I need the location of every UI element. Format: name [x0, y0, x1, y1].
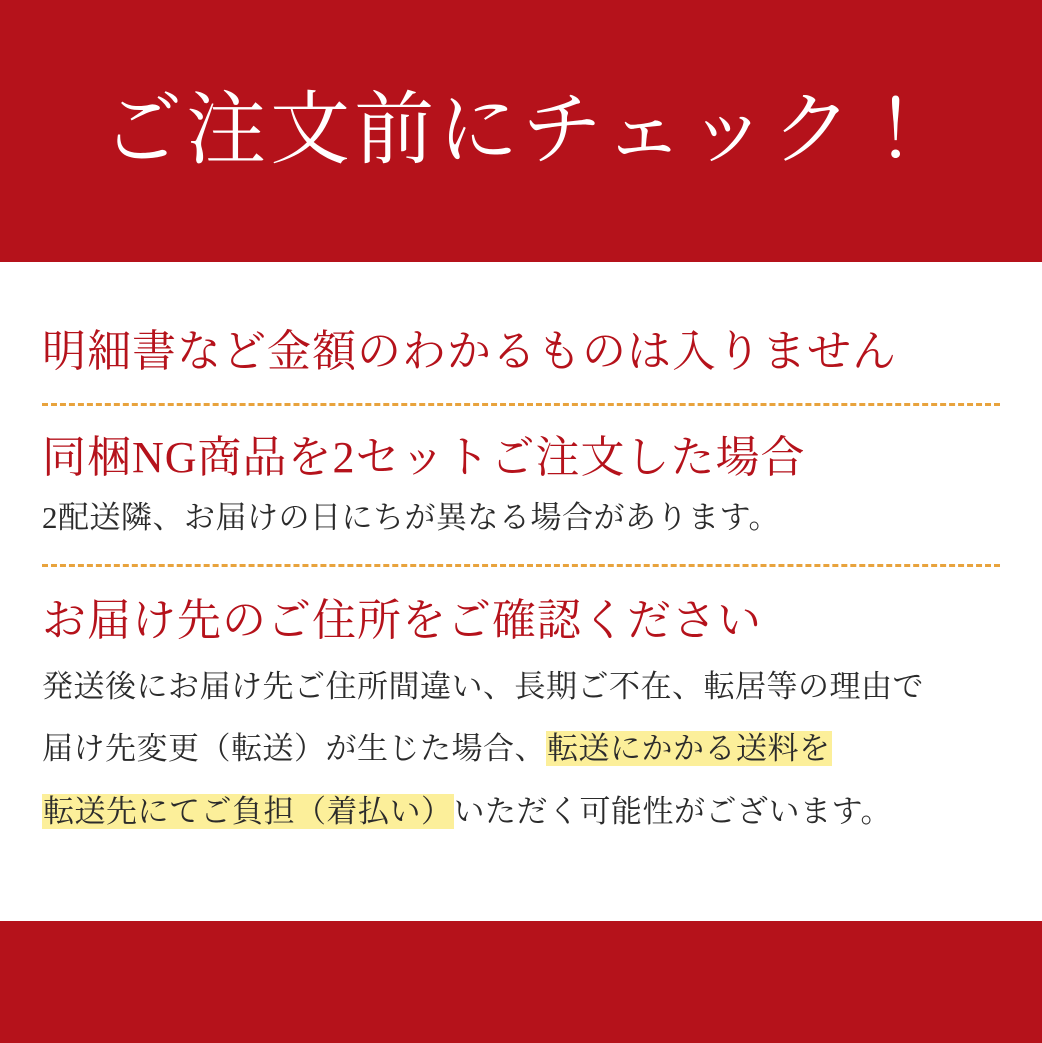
notice-highlight-1: 転送にかかる送料を — [547, 731, 831, 766]
page-title: ご注文前にチェック！ — [102, 87, 940, 175]
notice-headline-3: お届け先のご住所をご確認ください — [42, 595, 762, 645]
notice-headline-1: 明細書など金額のわかるものは入りません — [42, 327, 897, 376]
notice-section-1 — [42, 262, 1000, 403]
notice-subline-3-2-text: 届け先変更（転送）が生じた場合、 — [42, 731, 546, 766]
notice-section-3 — [42, 567, 1000, 836]
notice-body — [0, 262, 1042, 921]
notice-subline-3-2 — [42, 726, 1000, 773]
header-band — [0, 0, 1042, 262]
notice-subline-3-1-text: 発送後にお届け先ご住所間違い、長期ご不在、転居等の理由で — [42, 668, 924, 704]
notice-highlight-2: 転送先にてご負担（着払い） — [43, 793, 453, 829]
notice-headline-2: 同梱NG商品を2セットご注文した場合 — [42, 433, 806, 482]
notice-section-2 — [42, 406, 1000, 564]
footer-band — [0, 921, 1042, 1043]
notice-subline-3-3-text: いただく可能性がございます。 — [453, 793, 893, 829]
notice-subline-3-3 — [42, 789, 1000, 836]
notice-subline-2-1: 2配送隣、お届けの日にちが異なる場合があります。 — [42, 500, 781, 535]
notice-subline-3-1 — [42, 664, 1000, 711]
